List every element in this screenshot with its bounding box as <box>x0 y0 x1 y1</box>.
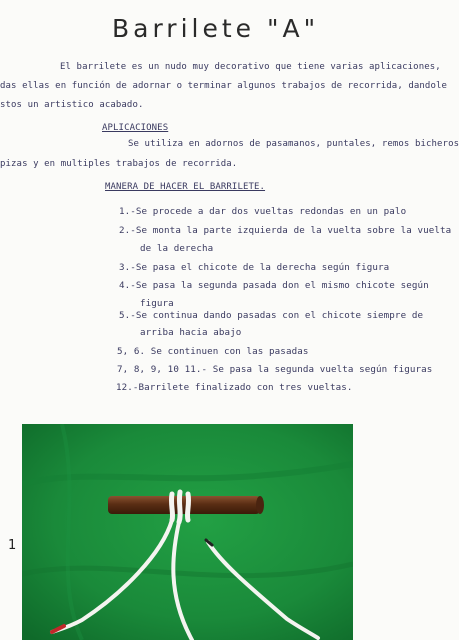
knot-photo-illustration <box>22 424 353 640</box>
step-4-cont: figura <box>140 298 174 309</box>
step-5: 5.-Se continua dando pasadas con el chicote siempre de <box>119 310 424 321</box>
step-5-cont: arriba hacia abajo <box>140 327 242 338</box>
step-2-cont: de la derecha <box>140 243 214 254</box>
aplicaciones-line-1: Se utiliza en adornos de pasamanos, puntales, remos bicheros <box>128 139 459 149</box>
step-4: 4.-Se pasa la segunda pasada don el mismo chicote según <box>119 280 429 291</box>
step-7-11: 7, 8, 9, 10 11.- Se pasa la segunda vuelta según figuras <box>117 364 433 375</box>
step-5-6: 5, 6. Se continuen con las pasadas <box>117 346 309 357</box>
intro-line-3: stos un artistico acabado. <box>0 100 144 110</box>
step-12: 12.-Barrilete finalizado con tres vueltas. <box>116 382 353 393</box>
intro-line-1: El barrilete es un nudo muy decorativo que tiene varias aplicaciones, <box>60 62 441 72</box>
step-2: 2.-Se monta la parte izquierda de la vuelta sobre la vuelta <box>119 225 452 236</box>
intro-line-2: das ellas en función de adornar o terminar algunos trabajos de recorrida, dandole <box>0 81 447 91</box>
page-title: Barrilete "A" <box>112 14 320 43</box>
aplicaciones-heading: APLICACIONES <box>102 123 169 133</box>
step-3: 3.-Se pasa el chicote de la derecha según figura <box>119 262 390 273</box>
figure-photo <box>22 424 353 640</box>
aplicaciones-line-2: pizas y en multiples trabajos de recorrida. <box>0 159 238 169</box>
step-1: 1.-Se procede a dar dos vueltas redondas en un palo <box>119 206 407 217</box>
manera-heading: MANERA DE HACER EL BARRILETE. <box>105 182 266 192</box>
wooden-stick <box>108 496 260 514</box>
figure-number: 1 <box>8 538 17 553</box>
